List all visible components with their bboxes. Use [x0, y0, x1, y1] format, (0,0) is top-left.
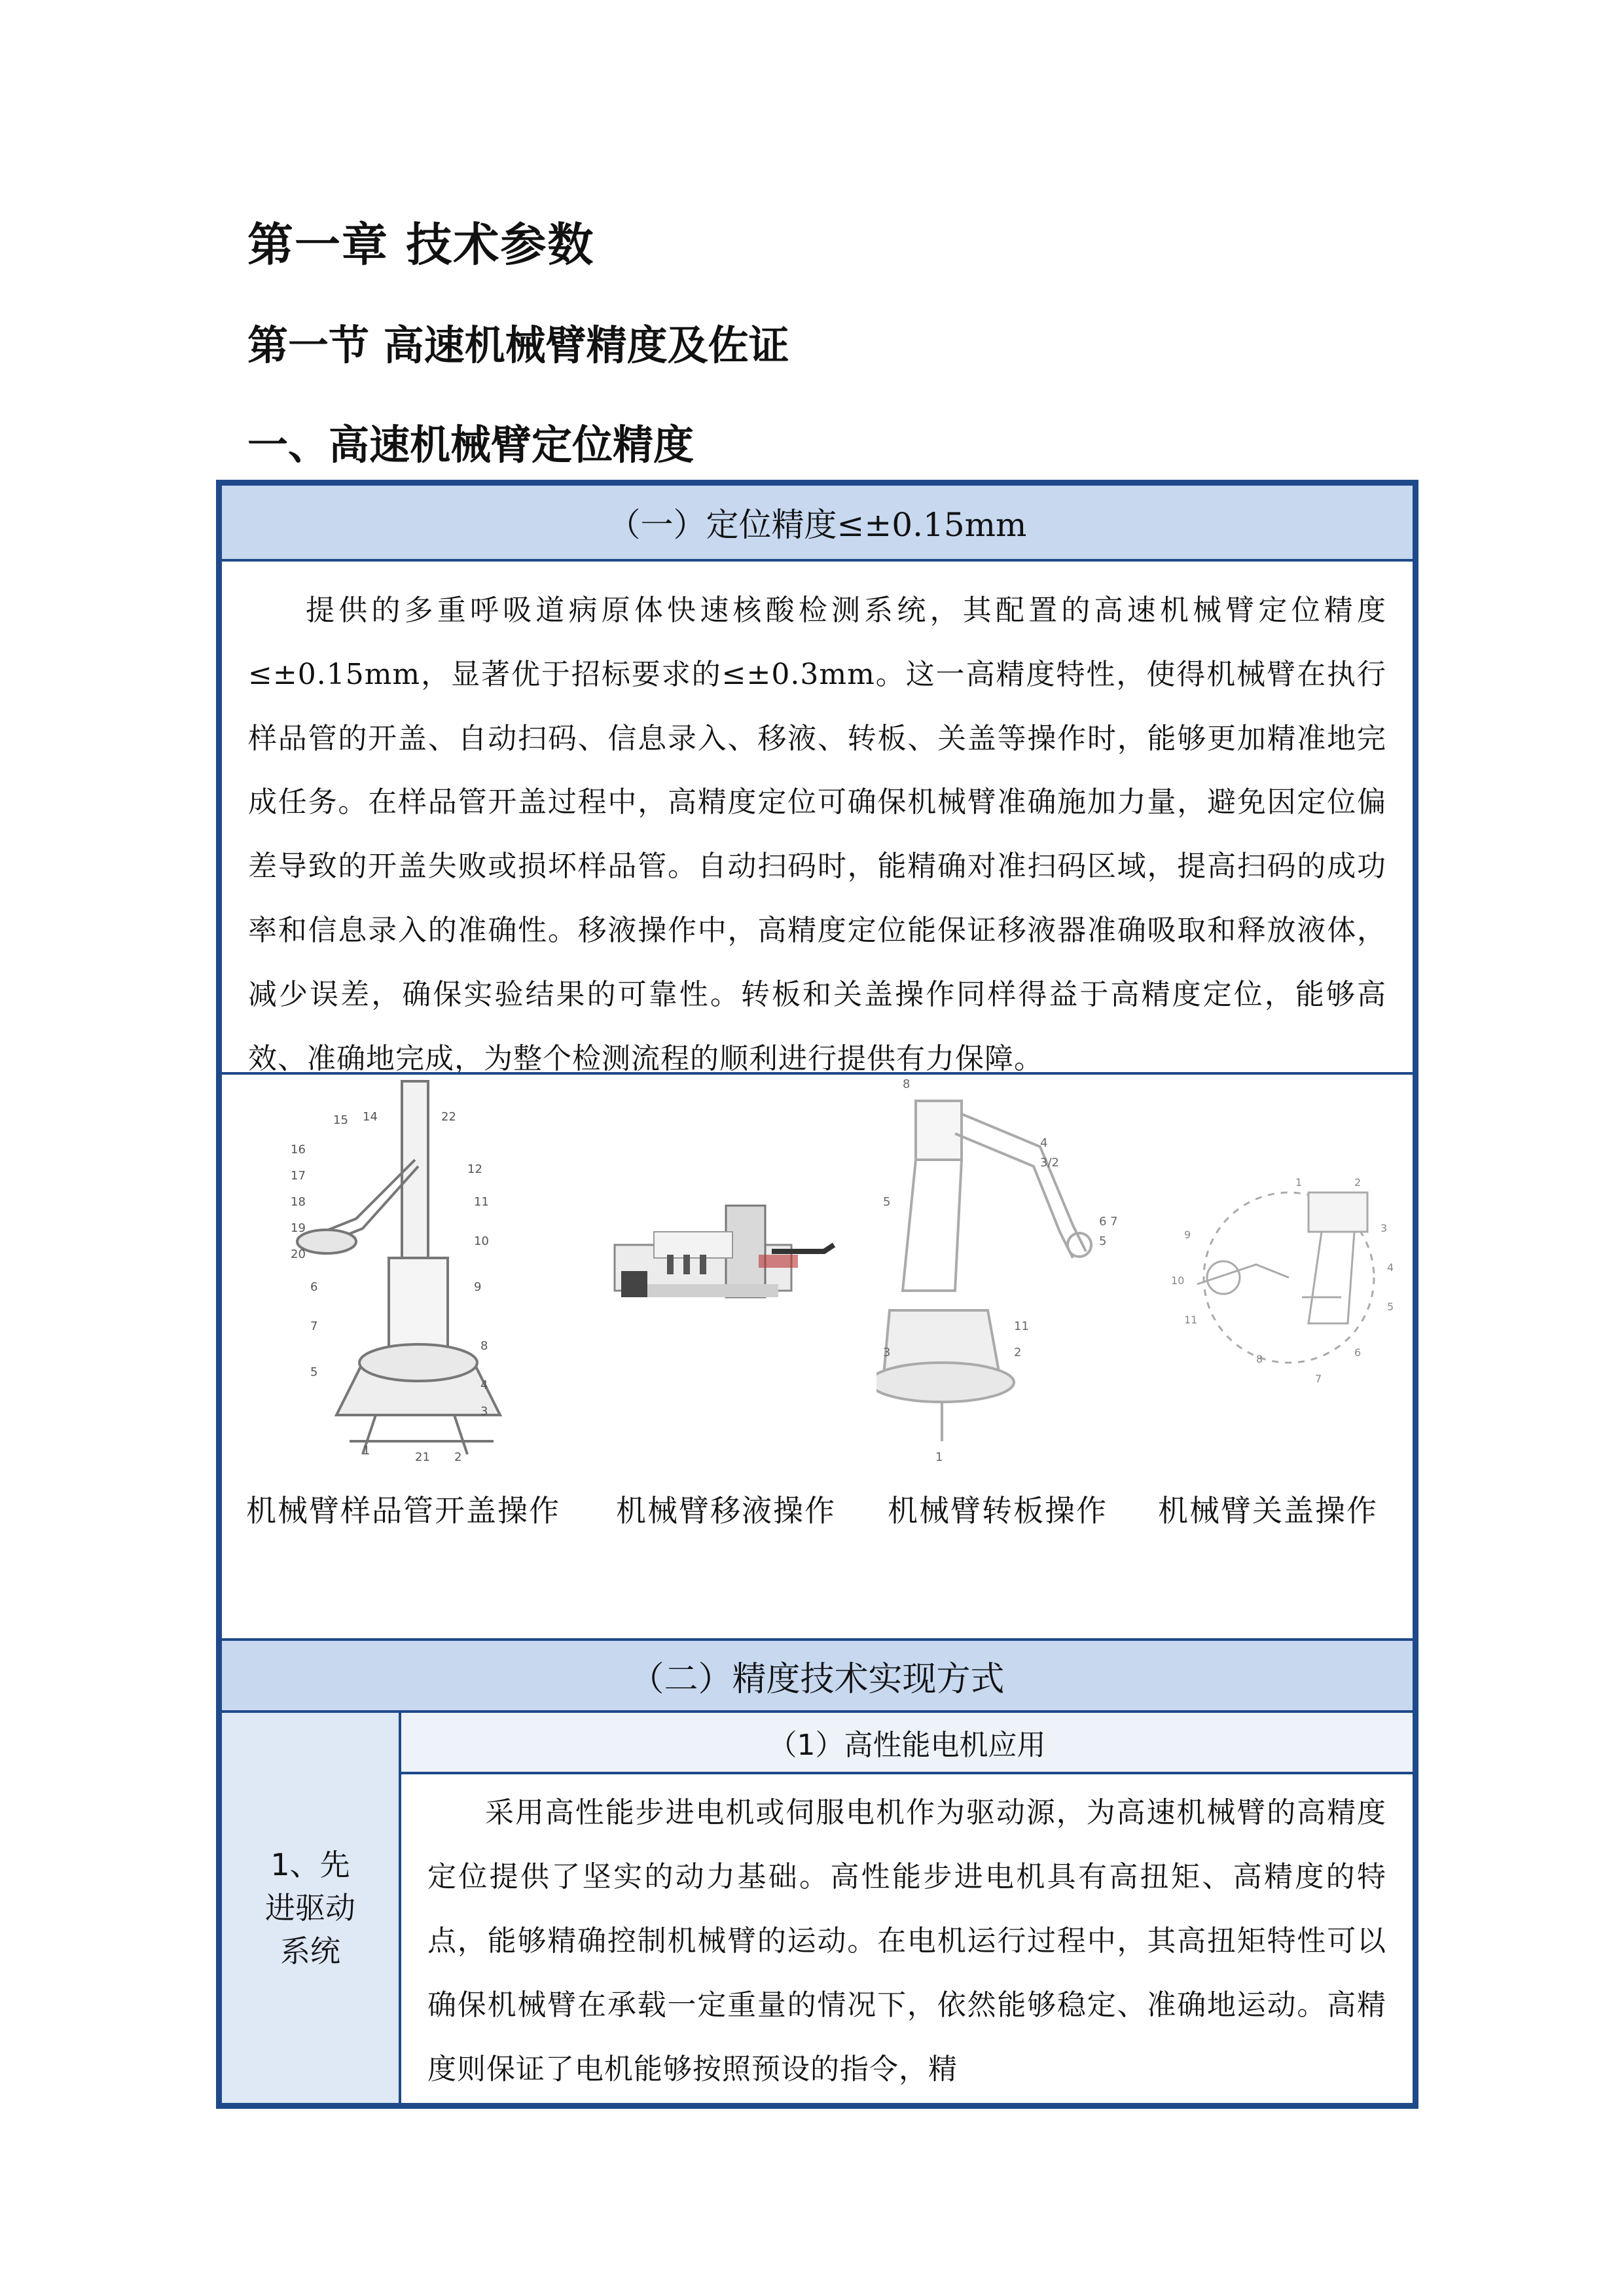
svg-text:4: 4 — [480, 1378, 488, 1392]
svg-text:18: 18 — [291, 1195, 306, 1209]
figure-capping — [1158, 1075, 1400, 1467]
spec-table — [216, 480, 1418, 2109]
svg-text:4: 4 — [1387, 1261, 1394, 1274]
svg-text:7: 7 — [1315, 1372, 1322, 1385]
svg-text:3: 3 — [1380, 1222, 1388, 1234]
caption-capping: 机械臂关盖操作 — [1158, 1493, 1378, 1528]
caption-plate-transfer: 机械臂转板操作 — [888, 1493, 1108, 1528]
chapter-heading: 第一章 技术参数 — [247, 218, 595, 272]
drive-system-section — [222, 1713, 1413, 2103]
svg-text:21: 21 — [415, 1450, 430, 1464]
svg-text:5: 5 — [1099, 1234, 1107, 1248]
svg-text:7: 7 — [310, 1319, 318, 1333]
svg-text:6 7: 6 7 — [1099, 1215, 1118, 1229]
svg-text:12: 12 — [467, 1162, 482, 1176]
svg-text:4: 4 — [1040, 1136, 1048, 1150]
svg-text:3: 3 — [480, 1405, 488, 1418]
svg-text:6: 6 — [310, 1280, 318, 1294]
svg-text:1: 1 — [935, 1450, 943, 1464]
svg-text:20: 20 — [291, 1247, 306, 1261]
svg-text:16: 16 — [291, 1143, 306, 1157]
svg-text:2: 2 — [1354, 1176, 1362, 1189]
svg-text:17: 17 — [291, 1169, 306, 1183]
svg-text:2: 2 — [454, 1450, 462, 1464]
drive-system-label: 1、先进驱动系统 — [265, 1847, 355, 1969]
svg-text:9: 9 — [474, 1280, 482, 1294]
section-heading: 第一节 高速机械臂精度及佐证 — [247, 321, 789, 369]
svg-text:10: 10 — [474, 1234, 489, 1248]
pipetting-module-drawing — [608, 1075, 844, 1467]
svg-text:14: 14 — [363, 1110, 378, 1124]
figure-uncapping — [284, 1075, 520, 1467]
svg-text:8: 8 — [903, 1077, 911, 1091]
capping-arm-drawing — [1158, 1075, 1400, 1467]
svg-text:9: 9 — [1184, 1229, 1191, 1241]
svg-text:11: 11 — [1184, 1314, 1198, 1326]
svg-text:8: 8 — [1256, 1353, 1263, 1365]
band-title-implementation: （二）精度技术实现方式 — [222, 1641, 1413, 1710]
svg-text:22: 22 — [441, 1110, 456, 1124]
caption-pipetting: 机械臂移液操作 — [616, 1493, 836, 1528]
positioning-paragraph: 提供的多重呼吸道病原体快速核酸检测系统，其配置的高速机械臂定位精度≤±0.15mm，显著优于招标要求的≤±0.3mm。这一高精度特性，使得机械臂在执行样品管的开盖、自动扫码、信息录入、移液、转板、关盖等操作时，能够更加精准地完成任务。在样品管开盖过程中，高精度定位可确保机械臂准确施加力量，避免因定位偏差导致的开盖失败或损坏样品管。自动扫码时，能精确对准扫码区域，提高扫码的成功率和信息录入的准确性。移液操作中，高精度定位能保证移液器准确吸取和释放液体，减少误差，确保实验结果的可靠性。转板和关盖操作同样得益于高精度定位，能够高效、准确地完成，为整个检测流程的顺利进行提供有力保障。 — [248, 594, 1386, 1075]
svg-text:5: 5 — [1387, 1300, 1394, 1313]
positioning-description — [222, 562, 1413, 1075]
svg-text:11: 11 — [474, 1195, 489, 1209]
drive-system-label-cell — [222, 1713, 401, 2103]
subsection-heading: 一、高速机械臂定位精度 — [247, 421, 695, 469]
svg-text:6: 6 — [1354, 1346, 1362, 1359]
figure-plate-transfer — [876, 1075, 1125, 1467]
figure-pipetting — [608, 1075, 844, 1467]
plate-transfer-arm-drawing — [876, 1075, 1125, 1467]
svg-text:1: 1 — [1295, 1176, 1303, 1189]
svg-text:11: 11 — [1014, 1319, 1029, 1333]
motor-subheading: （1）高性能电机应用 — [401, 1713, 1413, 1774]
svg-text:8: 8 — [480, 1339, 488, 1353]
figure-row — [222, 1075, 1413, 1638]
svg-text:5: 5 — [310, 1365, 318, 1379]
svg-text:3: 3 — [883, 1346, 891, 1359]
uncapping-arm-drawing — [284, 1075, 520, 1467]
band-title-positioning: （一）定位精度≤±0.15mm — [222, 486, 1413, 559]
svg-text:15: 15 — [333, 1113, 348, 1127]
svg-text:10: 10 — [1171, 1274, 1185, 1287]
svg-text:1: 1 — [363, 1444, 370, 1458]
motor-paragraph: 采用高性能步进电机或伺服电机作为驱动源，为高速机械臂的高精度定位提供了坚实的动力基础。高性能步进电机具有高扭矩、高精度的特点，能够精确控制机械臂的运动。在电机运行过程中，其高扭矩特性可以确保机械臂在承载一定重量的情况下，依然能够稳定、准确地运动。高精度则保证了电机能够按照预设的指令，精 — [427, 1796, 1386, 2086]
caption-uncapping: 机械臂样品管开盖操作 — [246, 1493, 560, 1528]
svg-text:5: 5 — [883, 1195, 891, 1209]
svg-text:3/2: 3/2 — [1040, 1156, 1059, 1170]
svg-text:2: 2 — [1014, 1346, 1022, 1359]
svg-text:19: 19 — [291, 1221, 306, 1235]
motor-description — [401, 1774, 1413, 2103]
